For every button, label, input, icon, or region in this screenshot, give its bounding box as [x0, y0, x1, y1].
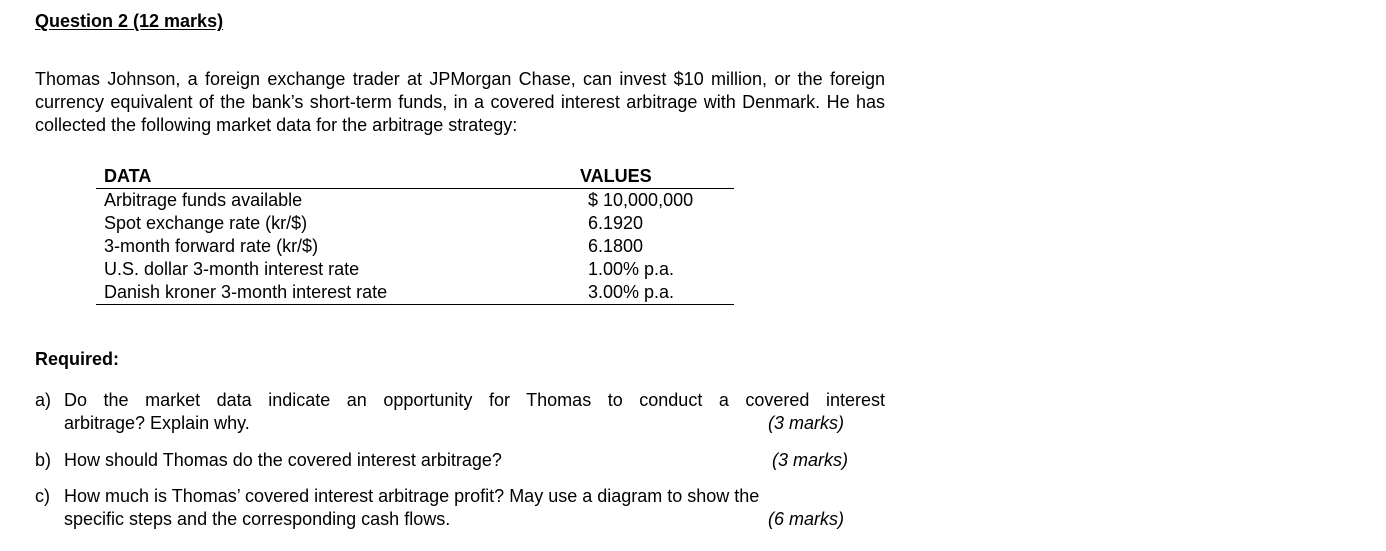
question-marks: (3 marks)	[772, 450, 848, 470]
required-heading: Required:	[35, 349, 120, 369]
header-data: DATA	[96, 165, 580, 189]
row-label: U.S. dollar 3-month interest rate	[104, 259, 360, 279]
row-label: 3-month forward rate (kr/$)	[104, 236, 319, 256]
question-letter: b)	[35, 450, 52, 470]
table-row	[96, 189, 734, 213]
question-text-line1: How much is Thomas’ covered interest arbitrage profit? May use a diagram to show the	[64, 486, 760, 506]
row-label: Spot exchange rate (kr/$)	[104, 213, 308, 233]
question-b	[35, 449, 885, 472]
question-c	[35, 485, 885, 531]
question-intro: Thomas Johnson, a foreign exchange trader at JPMorgan Chase, can invest $10 million, or the foreign currency equivalent of the bank’s short-term funds, in a covered interest arbitrage with Denmark. He has collected the following market data for the arbitrage strategy:	[35, 69, 885, 135]
question-title: Question 2 (12 marks)	[35, 11, 224, 31]
question-text-line2: specific steps and the corresponding cash flows.	[64, 509, 451, 529]
table-row	[96, 235, 734, 258]
table-row	[96, 281, 734, 305]
question-letter: a)	[35, 390, 52, 410]
question-text-line2: arbitrage? Explain why.	[64, 413, 250, 433]
question-marks: (6 marks)	[768, 509, 844, 529]
question-text-line1: Do the market data indicate an opportunity for Thomas to conduct a covered interest	[64, 390, 885, 410]
market-data-table	[96, 165, 734, 305]
table-row	[96, 258, 734, 281]
question-letter: c)	[35, 486, 50, 506]
row-label: Arbitrage funds available	[104, 190, 303, 210]
question-text-line1: How should Thomas do the covered interest arbitrage?	[64, 450, 502, 470]
row-value: 1.00% p.a.	[588, 259, 675, 279]
row-value: 6.1920	[588, 213, 644, 233]
question-marks: (3 marks)	[768, 413, 844, 433]
row-value: 6.1800	[588, 236, 644, 256]
row-value: $ 10,000,000	[588, 190, 694, 210]
row-value: 3.00% p.a.	[580, 281, 734, 305]
table-row	[96, 212, 734, 235]
question-a	[35, 389, 885, 435]
header-values: VALUES	[580, 165, 734, 189]
table-header-row	[96, 165, 734, 189]
row-label: Danish kroner 3-month interest rate	[96, 281, 580, 305]
